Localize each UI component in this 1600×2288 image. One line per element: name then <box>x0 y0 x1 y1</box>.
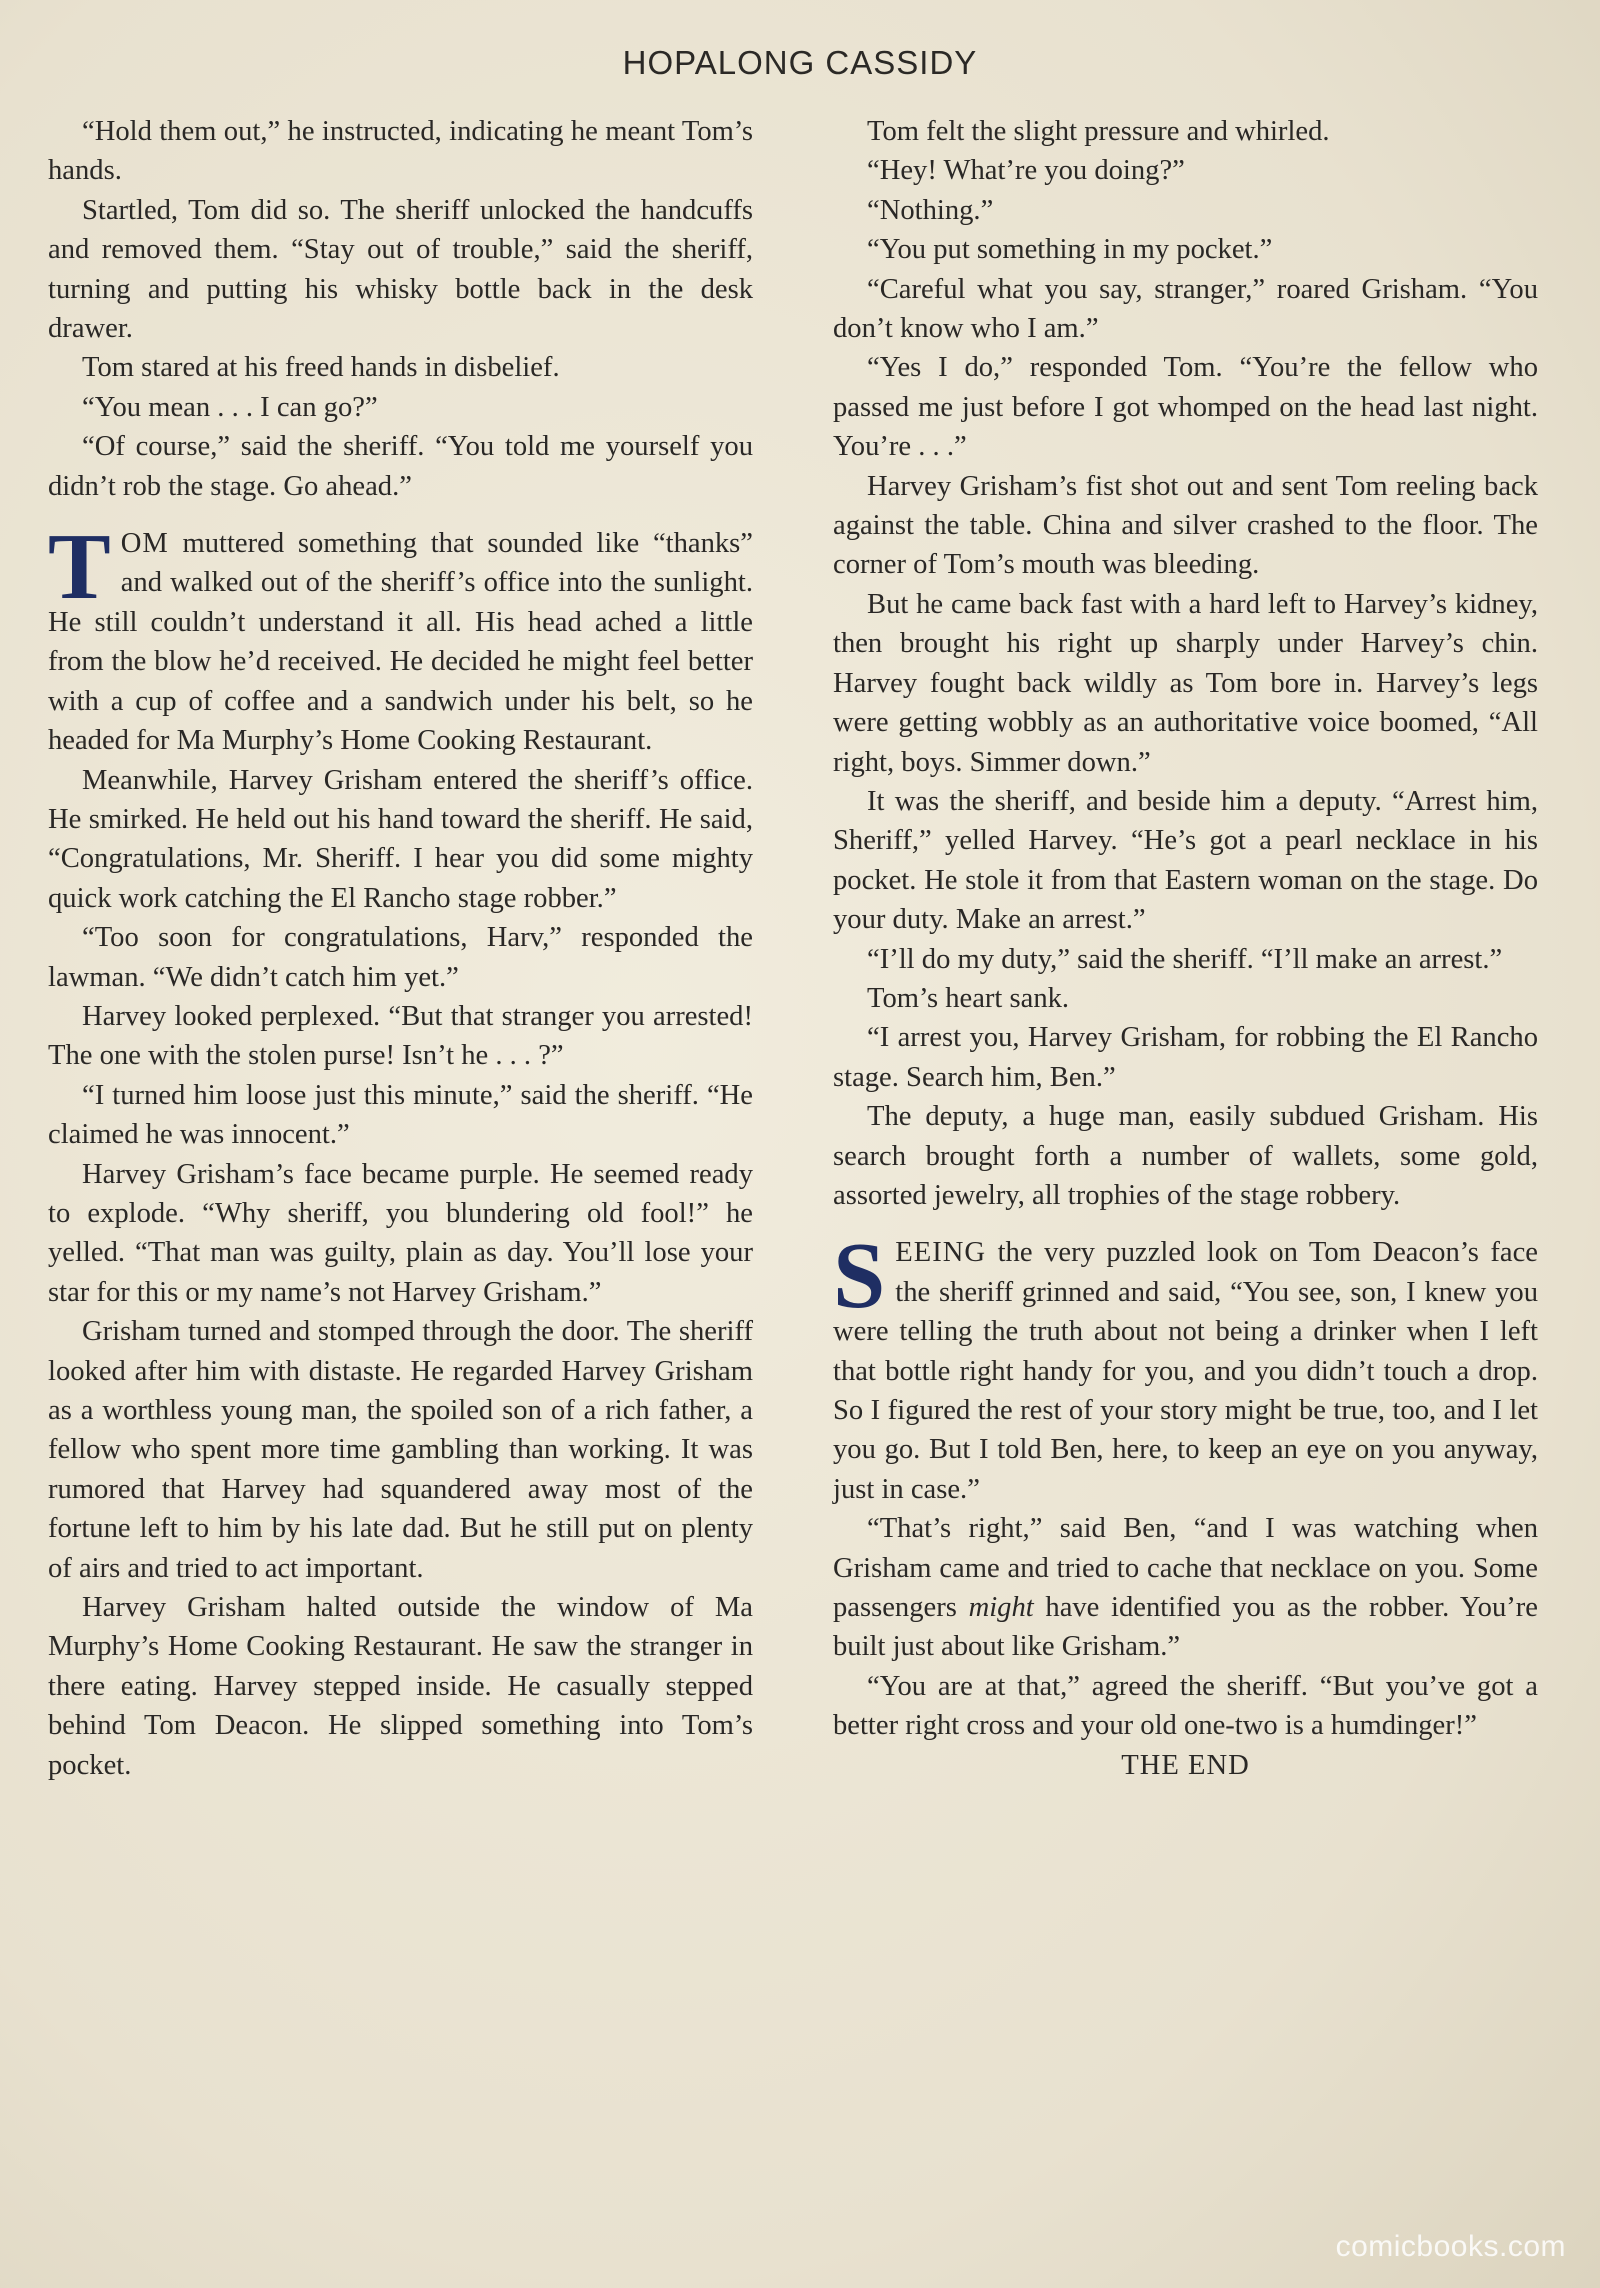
paragraph: “Of course,” said the sheriff. “You told me yourself you didn’t rob the stage. Go ahead.” <box>48 431 753 502</box>
paragraph: But he came back fast with a hard left to Harvey’s kidney, then brought his right up sharply under Harvey’s chin. Harvey fought back wildly as Tom bore in. Harvey’s legs were getting wobbly as an authoritative voice boomed, “All right, boys. Simmer down.” <box>833 588 1538 778</box>
the-end-label: THE END <box>1121 1749 1250 1781</box>
paragraph: Harvey looked perplexed. “But that stranger you arrested! The one with the stolen purse! Isn’t he . . . ?” <box>48 1000 753 1072</box>
right-column <box>833 112 1538 1785</box>
dropcap-letter: S <box>833 1224 886 1329</box>
paragraph: “I’ll do my duty,” said the sheriff. “I’ll make an arrest.” <box>867 943 1503 975</box>
paragraph-text: have identified you as the robber. You’re built just about like Grisham.” <box>833 1592 1538 1663</box>
paragraph: It was the sheriff, and beside him a deputy. “Arrest him, Sheriff,” yelled Harvey. “He’s got a pearl necklace in his pocket. He stole it from that Eastern woman on the stage. Do your duty. Make an arrest.” <box>833 785 1538 936</box>
paragraph: Tom felt the slight pressure and whirled. <box>867 116 1330 147</box>
dropcap-paragraph <box>48 515 753 760</box>
paragraph-text: muttered something that sounded like “thanks” and walked out of the sheriff’s office into the sunlight. He still couldn’t understand it all. His head ached a little from the blow he’d received. He decided he might feel better with a cup of coffee and a sandwich under his belt, so he headed for Ma Murphy’s Home Cooking Restaurant. <box>48 528 753 757</box>
paragraph: Tom stared at his freed hands in disbelief. <box>82 352 560 384</box>
paragraph: “Hey! What’re you doing?” <box>867 155 1185 187</box>
paragraph: “You mean . . . I can go?” <box>82 391 378 423</box>
paragraph: Startled, Tom did so. The sheriff unlocked the handcuffs and removed them. “Stay out of trouble,” said the sheriff, turning and putting his whisky bottle back in the desk drawer. <box>48 194 753 345</box>
paragraph-text: “That’s right,” said Ben, “and I was watching when Grisham came and tried to cache that necklace on you. Some passengers <box>833 1513 1538 1624</box>
paragraph: Tom’s heart sank. <box>867 982 1070 1014</box>
paragraph: “I turned him loose just this minute,” said the sheriff. “He claimed he was innocent.” <box>48 1079 753 1151</box>
paragraph: “You put something in my pocket.” <box>867 234 1273 266</box>
paragraph: Harvey Grisham halted outside the window of Ma Murphy’s Home Cooking Restaurant. He saw the stranger in there eating. Harvey stepped inside. He casually stepped behind Tom Deacon. He slipped something into Tom’s pocket. <box>48 1592 753 1781</box>
lead-in-text: OM <box>120 528 169 560</box>
paragraph: The deputy, a huge man, easily subdued Grisham. His search brought forth a number of wallets, some gold, assorted jewelry, all trophies of the stage robbery. <box>833 1101 1538 1211</box>
paragraph: “I arrest you, Harvey Grisham, for robbing the El Rancho stage. Search him, Ben.” <box>833 1022 1538 1093</box>
paragraph: Grisham turned and stomped through the door. The sheriff looked after him with distaste. He regarded Harvey Grisham as a worthless young man, the spoiled son of a rich father, a fellow who spent more time gambling than working. It was rumored that Harvey had squandered away most of the fortune left to him by his late dad. But he still put on plenty of airs and tried to act important. <box>48 1316 753 1584</box>
paragraph <box>833 1509 1538 1667</box>
paragraph: “You are at that,” agreed the sheriff. “But you’ve got a better right cross and your old one-two is a humdinger!” <box>833 1670 1538 1742</box>
paragraph: Harvey Grisham’s fist shot out and sent Tom reeling back against the table. China and silver crashed to the floor. The corner of Tom’s mouth was bleeding. <box>833 470 1538 581</box>
site-watermark: comicbooks.com <box>1335 2230 1566 2263</box>
paragraph: Meanwhile, Harvey Grisham entered the sheriff’s office. He smirked. He held out his hand toward the sheriff. He said, “Congratulations, Mr. Sheriff. I hear you did some mighty quick work catching the El Rancho stage robber.” <box>48 764 753 914</box>
paragraph: “Yes I do,” responded Tom. “You’re the fellow who passed me just before I got whomped on the head last night. You’re . . .” <box>833 352 1538 463</box>
paragraph: “Nothing.” <box>867 194 994 226</box>
lead-in-text: EEING <box>895 1237 987 1269</box>
dropcap-letter: T <box>48 515 111 620</box>
emphasized-word: might <box>968 1592 1034 1624</box>
running-head-title: HOPALONG CASSIDY <box>622 44 978 81</box>
paragraph: “Careful what you say, stranger,” roared Grisham. “You don’t know who I am.” <box>833 273 1538 345</box>
paragraph: “Too soon for congratulations, Harv,” responded the lawman. “We didn’t catch him yet.” <box>48 922 753 993</box>
paragraph-text: the very puzzled look on Tom Deacon’s face the sheriff grinned and said, “You see, son, I knew you were telling the truth about not being a drinker when I left that bottle right handy for you, and you didn’t touch a drop. So I figured the rest of your story might be true, too, and I let you go. But I told Ben, here, to keep an eye on you anyway, just in case.” <box>833 1237 1538 1505</box>
left-column <box>48 112 753 1785</box>
paragraph: “Hold them out,” he instructed, indicating he meant Tom’s hands. <box>48 116 753 187</box>
paragraph: Harvey Grisham’s face became purple. He seemed ready to explode. “Why sheriff, you blundering old fool!” he yelled. “That man was guilty, plain as day. You’ll lose your star for this or my name’s not Harvey Grisham.” <box>48 1158 753 1308</box>
dropcap-paragraph <box>833 1224 1538 1509</box>
